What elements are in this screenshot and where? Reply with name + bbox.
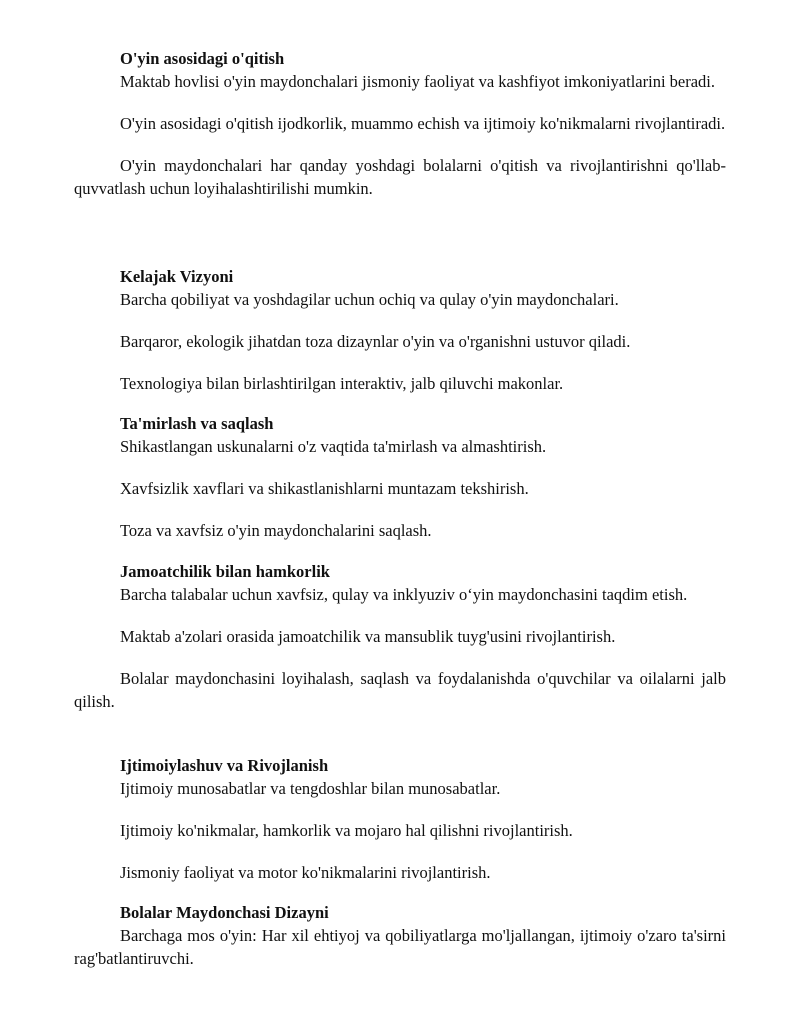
paragraph: O'yin asosidagi o'qitish ijodkorlik, muammo echish va ijtimoiy ko'nikmalarni rivojlantiradi. xyxy=(120,114,726,133)
paragraph: Jismoniy faoliyat va motor ko'nikmalarini rivojlantirish. xyxy=(120,863,491,882)
paragraph: Ijtimoiy ko'nikmalar, hamkorlik va mojaro hal qilishni rivojlantirish. xyxy=(120,821,573,840)
paragraph: Barqaror, ekologik jihatdan toza dizaynlar o'yin va o'rganishni ustuvor qiladi. xyxy=(120,332,631,351)
paragraph: Toza va xavfsiz o'yin maydonchalarini saqlash. xyxy=(120,521,432,540)
paragraph: O'yin maydonchalari har qanday yoshdagi bolalarni o'qitish va rivojlantirishni qo'llab-quvvatlash uchun loyihalashtirilishi mumkin. xyxy=(74,156,726,198)
section-jamoatchilik-bilan-hamkorlik xyxy=(74,561,726,713)
section-heading: Kelajak Vizyoni xyxy=(120,267,234,286)
paragraph: Shikastlangan uskunalarni o'z vaqtida ta'mirlash va almashtirish. xyxy=(120,437,547,456)
paragraph: Ijtimoiy munosabatlar va tengdoshlar bilan munosabatlar. xyxy=(120,779,501,798)
paragraph: Xavfsizlik xavflari va shikastlanishlarni muntazam tekshirish. xyxy=(120,479,529,498)
section-heading: O'yin asosidagi o'qitish xyxy=(120,49,285,68)
paragraph: Barcha qobiliyat va yoshdagilar uchun ochiq va qulay o'yin maydonchalari. xyxy=(120,290,619,309)
section-heading: Ijtimoiylashuv va Rivojlanish xyxy=(120,756,329,775)
paragraph: Texnologiya bilan birlashtirilgan interaktiv, jalb qiluvchi makonlar. xyxy=(120,374,564,393)
paragraph: Maktab a'zolari orasida jamoatchilik va mansublik tuyg'usini rivojlantirish. xyxy=(120,627,616,646)
paragraph: Barcha talabalar uchun xavfsiz, qulay va inklyuziv o‘yin maydonchasini taqdim etish. xyxy=(120,585,688,604)
paragraph: Maktab hovlisi o'yin maydonchalari jismoniy faoliyat va kashfiyot imkoniyatlarini beradi. xyxy=(120,72,716,91)
section-oyin-asosidagi-oqitish xyxy=(74,48,726,200)
section-heading: Jamoatchilik bilan hamkorlik xyxy=(120,562,330,581)
section-heading: Ta'mirlash va saqlash xyxy=(120,414,274,433)
section-bolalar-maydonchasi-dizayni xyxy=(74,902,726,970)
paragraph: Bolalar maydonchasini loyihalash, saqlash va foydalanishda o'quvchilar va oilalarni jalb qilish. xyxy=(74,669,726,711)
section-tamirlash-va-saqlash xyxy=(74,413,726,542)
paragraph: Barchaga mos o'yin: Har xil ehtiyoj va qobiliyatlarga mo'ljallangan, ijtimoiy o'zaro ta'sirni rag'batlantiruvchi. xyxy=(74,926,726,968)
section-heading: Bolalar Maydonchasi Dizayni xyxy=(120,903,329,922)
section-ijtimoiylashuv-va-rivojlanish xyxy=(74,755,726,884)
section-kelajak-vizyoni xyxy=(74,266,726,395)
